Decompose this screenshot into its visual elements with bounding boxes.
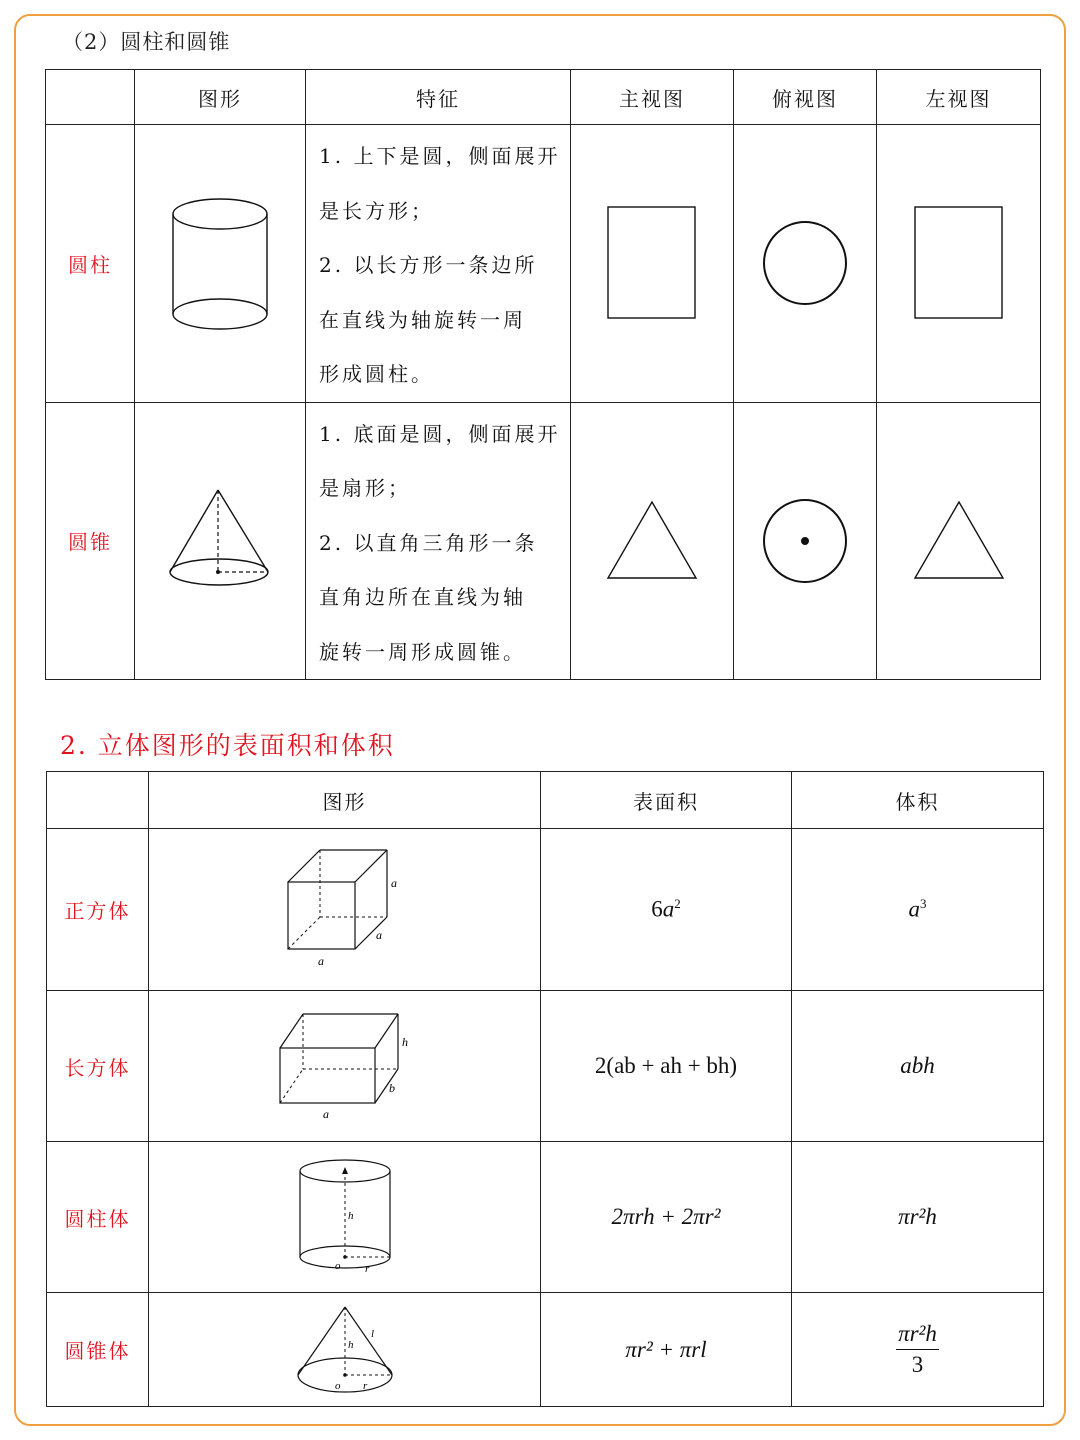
cone-surface-area	[541, 1293, 792, 1407]
header-blank	[47, 772, 149, 829]
triangle-left-view	[912, 500, 1006, 582]
part-heading: （2）圆柱和圆锥	[62, 30, 231, 54]
cone-volume-denominator: 3	[911, 1352, 924, 1377]
cylinder-figure-cell	[135, 125, 306, 403]
cylinder-solid-figure	[295, 1157, 395, 1277]
cone-left-view-cell	[877, 402, 1041, 680]
feature-line: 旋转一周形成圆锥。	[319, 639, 526, 664]
cone-figure	[165, 486, 275, 596]
cylinder-front-view-cell	[571, 125, 734, 403]
cuboid-surface-area	[541, 991, 792, 1142]
row-label-cylinder: 圆柱	[46, 125, 135, 403]
cone-feature	[306, 402, 571, 680]
header-figure: 图形	[149, 772, 541, 829]
cuboid-figure	[275, 1010, 415, 1122]
cone-label-center: o	[334, 1379, 340, 1392]
feature-line: 1. 底面是圆，侧面展开	[319, 421, 561, 446]
table-row	[47, 829, 1044, 991]
cube-volume-var: a	[908, 896, 920, 922]
cone-surface-formula: πr² + πrl	[625, 1336, 707, 1362]
cube-surface-exp: 2	[674, 896, 681, 912]
table-row	[46, 125, 1041, 403]
cuboid-volume-formula: abh	[900, 1053, 935, 1078]
cylinder-label-center: o	[334, 1260, 340, 1272]
cuboid-label-length: a	[322, 1107, 329, 1121]
cuboid-figure-cell	[149, 991, 541, 1142]
cube-volume-exp: 3	[920, 896, 927, 912]
feature-line: 是扇形；	[319, 476, 411, 500]
cone-solid-figure	[293, 1303, 397, 1397]
cylinder-volume-formula: πr²h	[898, 1204, 937, 1229]
cylinder-figure	[165, 188, 275, 338]
header-figure: 图形	[135, 70, 306, 125]
section-heading: 2. 立体图形的表面积和体积	[60, 731, 395, 760]
cube-label-height: a	[390, 876, 397, 890]
cube-volume	[792, 829, 1044, 991]
circle-top-view	[760, 218, 850, 308]
cone-volume-numerator: πr²h	[896, 1321, 939, 1350]
cone-label-height: h	[347, 1338, 353, 1351]
header-left-view: 左视图	[877, 70, 1041, 125]
cylinder-surface-formula: 2πrh + 2πr²	[611, 1204, 721, 1229]
feature-line: 2. 以长方形一条边所	[319, 253, 538, 277]
cylinder-label-height: h	[347, 1210, 353, 1222]
cylinder-top-view-cell	[734, 125, 877, 403]
cylinder-solid-figure-cell	[149, 1142, 541, 1293]
cuboid-label-height: h	[401, 1035, 408, 1049]
table-row	[47, 991, 1044, 1142]
header-feature: 特征	[306, 70, 571, 125]
header-volume: 体积	[792, 772, 1044, 829]
row-label-cube: 正方体	[47, 829, 149, 991]
table-row	[47, 1293, 1044, 1407]
surface-volume-header	[47, 772, 1044, 829]
rectangle-left-view	[914, 206, 1004, 320]
feature-line: 是长方形；	[319, 198, 434, 223]
cylinder-feature	[306, 125, 571, 403]
cone-front-view-cell	[571, 402, 734, 680]
header-surface-area: 表面积	[541, 772, 792, 829]
cone-figure-cell	[135, 402, 306, 680]
cuboid-volume	[792, 991, 1044, 1142]
feature-line: 2. 以直角三角形一条	[319, 530, 538, 555]
row-label-cone: 圆锥	[46, 402, 135, 680]
cuboid-surface-formula: 2(ab + ah + bh)	[594, 1053, 738, 1078]
feature-line: 直角边所在直线为轴	[319, 585, 526, 609]
row-label-cylinder-solid: 圆柱体	[47, 1142, 149, 1293]
cube-figure	[280, 847, 410, 972]
cone-label-radius: r	[362, 1379, 367, 1392]
cube-label-depth: a	[375, 928, 382, 942]
feature-line: 1. 上下是圆，侧面展开	[319, 144, 561, 168]
cube-label-length: a	[317, 954, 324, 968]
feature-line: 形成圆柱。	[319, 362, 434, 386]
views-table	[45, 69, 1041, 680]
header-front-view: 主视图	[571, 70, 734, 125]
table-row	[46, 402, 1041, 680]
cone-solid-figure-cell	[149, 1293, 541, 1407]
header-top-view: 俯视图	[734, 70, 877, 125]
rectangle-front-view	[607, 206, 697, 320]
cube-figure-cell	[149, 829, 541, 991]
row-label-cuboid: 长方体	[47, 991, 149, 1142]
cone-volume	[792, 1293, 1044, 1407]
feature-line: 在直线为轴旋转一周	[319, 307, 526, 332]
triangle-front-view	[605, 500, 699, 582]
cube-surface-var: a	[662, 896, 675, 922]
cylinder-surface-area	[541, 1142, 792, 1293]
cube-surface-area	[541, 829, 792, 991]
cone-top-view-cell	[734, 402, 877, 680]
cylinder-left-view-cell	[877, 125, 1041, 403]
views-table-header	[46, 70, 1041, 125]
cube-surface-coef: 6	[651, 896, 663, 922]
cone-label-slant: l	[370, 1327, 374, 1340]
cylinder-label-radius: r	[364, 1263, 369, 1275]
header-blank	[46, 70, 135, 125]
row-label-cone-solid: 圆锥体	[47, 1293, 149, 1407]
table-row	[47, 1142, 1044, 1293]
cylinder-volume	[792, 1142, 1044, 1293]
circle-dot-top-view	[760, 496, 850, 586]
cone-volume-fraction	[896, 1321, 939, 1378]
cuboid-label-depth: b	[388, 1081, 395, 1095]
surface-volume-table	[46, 771, 1044, 1407]
